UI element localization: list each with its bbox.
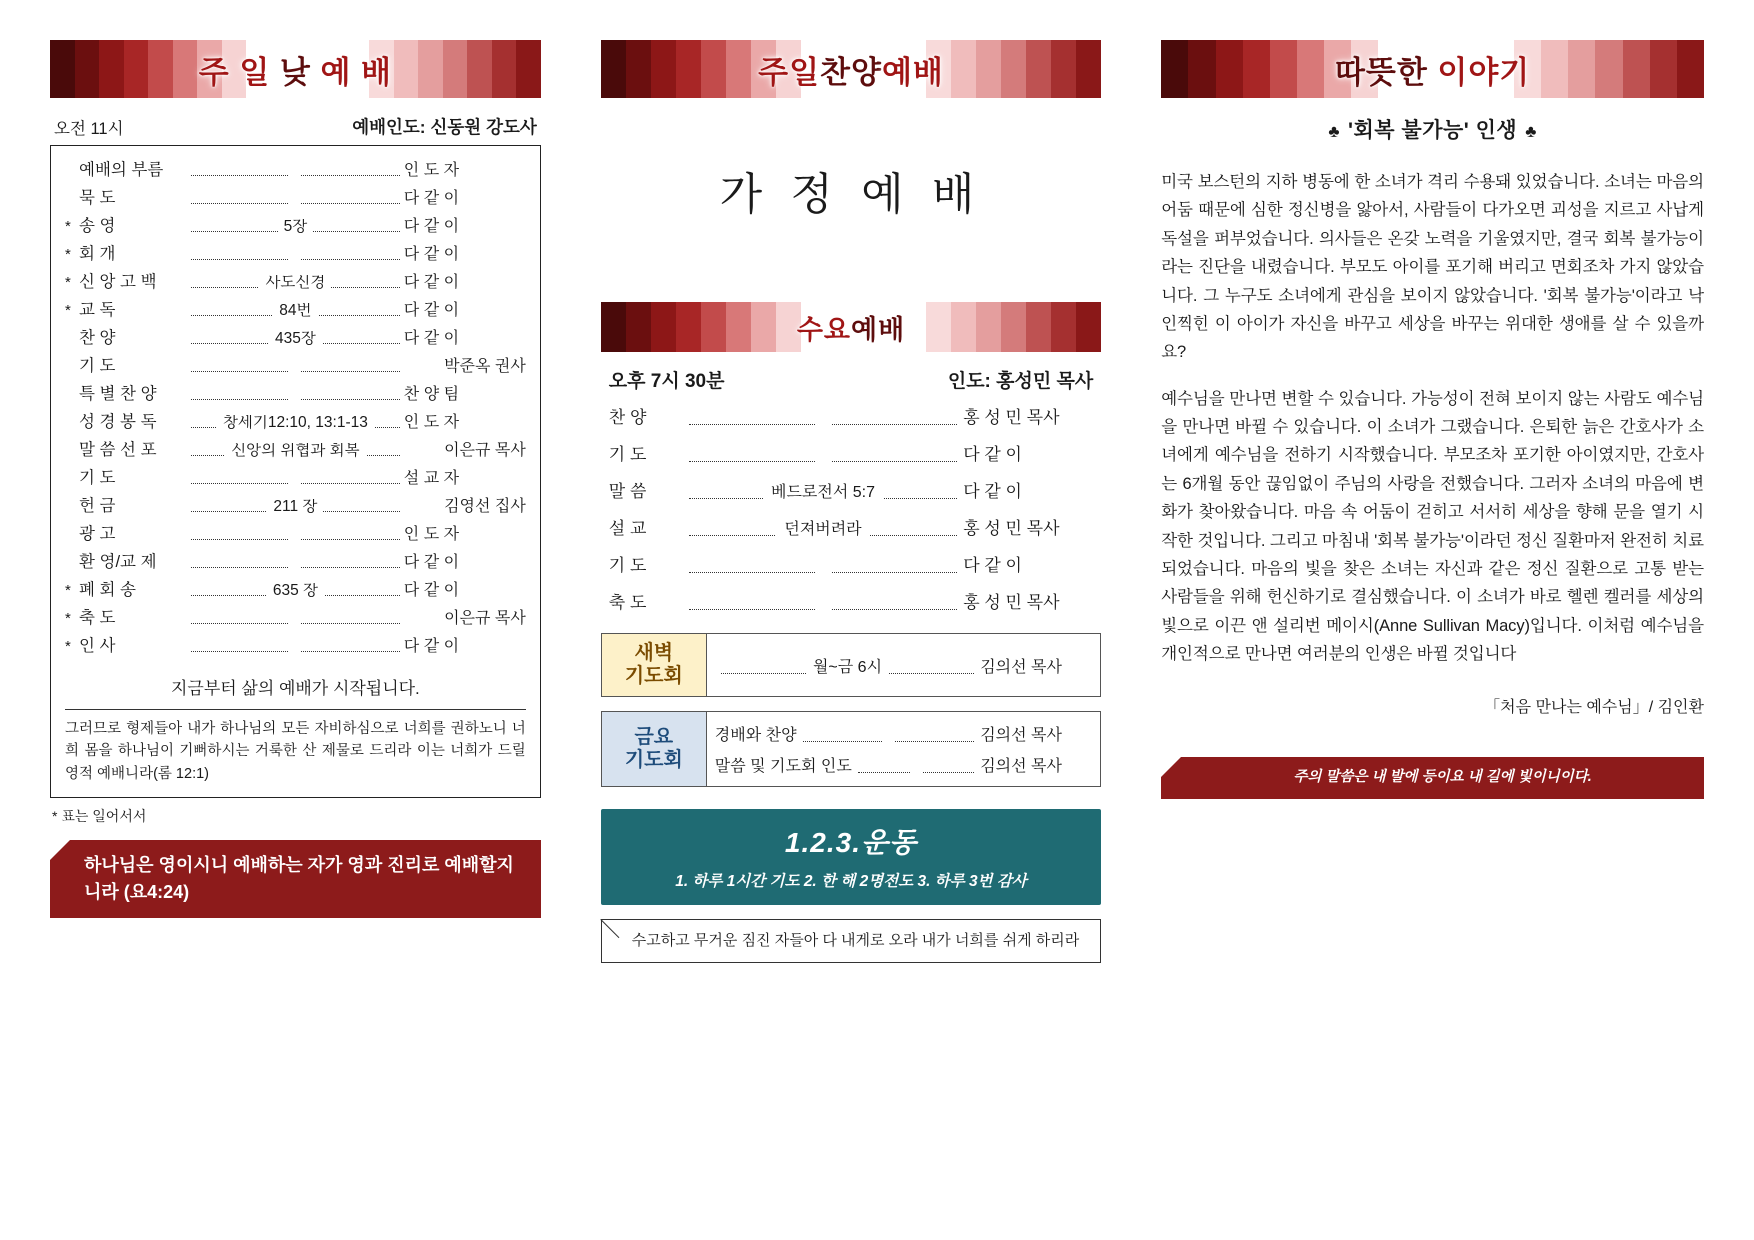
table-row [65,408,526,436]
story-paragraph: 미국 보스턴의 지하 병동에 한 소녀가 격리 수용돼 있었습니다. 소녀는 마음의 어둠 때문에 심한 정신병을 앓아서, 사람들이 다가오면 괴성을 지르고 사납게 독설을 퍼부었습니다. 의사들은 온갖 노력을 기울였지만, 결국 회복 불가능이라는 진단을 내렸습니다. 부모도 아이를 포기해 버리고 면회조차 가지 않았습니다. 그 누구도 소녀에게 관심을 보이지 않았습니다. '회복 불가능'이라고 낙인찍힌 이 아이가 자신을 바꾸고 세상을 바꾸는 위대한 생애를 살 수 있을까요? [1161,173,1704,362]
row-name: 예배의 부름 [79,160,164,179]
column-praise-and-wednesday [571,40,1131,1220]
banner-title-part2: 찬양 [820,54,882,90]
table-row [65,380,526,408]
row-person: 다 같 이 [403,273,460,291]
row-detail: 던져버려라 [689,516,957,539]
row-detail [803,727,975,745]
story-source: 「처음 만나는 예수님」/ 김인환 [1484,699,1704,717]
campaign-subtitle: 1. 하루 1시간 기도 2. 한 해 2명전도 3. 하루 3번 감사 [675,873,1027,890]
row-name: 성 경 봉 독 [79,412,157,431]
row-star: * [65,637,71,655]
footer-ribbon-verse [1161,757,1704,799]
row-detail [191,387,400,403]
row-detail [191,639,400,655]
row-person: 김의선 목사 [980,727,1062,744]
banner-title [1321,47,1544,92]
row-detail: 635 장 [191,583,400,599]
row-detail: 베드로전서 5:7 [689,479,957,502]
row-detail [689,410,957,428]
table-row [715,650,1092,681]
table-row [65,212,526,240]
row-star: * [65,273,71,291]
closing-line: 지금부터 삶의 예배가 시작됩니다. [170,679,420,698]
table-row [65,464,526,492]
friday-prayer-body [707,712,1100,786]
row-name: 회 개 [79,244,116,263]
row-detail [689,558,957,576]
verse-text: 그러므로 형제들아 내가 하나님의 모든 자비하심으로 너희를 권하노니 너희 몸을 하나님이 기뻐하시는 거룩한 산 제물로 드리라 이는 너희가 드릴 영적 예배니라(롬 12:1) [65,709,526,785]
row-person: 다 같 이 [963,482,1022,501]
table-row [65,576,526,604]
friday-tag-line1: 금요 [634,726,674,748]
row-detail [191,359,400,375]
row-person: 이은규 목사 [444,609,526,627]
row-detail: 월~금 6시 [721,654,974,677]
banner-wednesday-service [601,302,1101,352]
table-row [715,718,1092,749]
row-person: 다 같 이 [403,329,460,347]
row-person: 김의선 목사 [980,658,1062,676]
table-row [601,434,1101,471]
table-row [601,508,1101,545]
table-row [65,604,526,632]
row-star: * [65,609,71,627]
row-name: 말 씀 [608,482,647,501]
footer-verse-box [601,919,1101,963]
clover-icon-right: ♣ [1525,122,1537,141]
row-name: 말 씀 선 포 [79,440,157,459]
row-person: 다 같 이 [403,217,460,235]
banner-title-part3: 예배 [881,54,944,90]
table-row [65,324,526,352]
row-detail: 84번 [191,303,400,319]
service-leader: 예배인도: 신동원 강도사 [352,117,537,137]
table-row [65,436,526,464]
ribbon-text: 주의 말씀은 내 발에 등이요 내 길에 빛이니이다. [1293,769,1592,786]
table-row [65,352,526,380]
row-name: 송 영 [79,216,116,235]
row-name: 묵 도 [79,188,116,207]
row-name: 축 도 [608,593,647,612]
table-row [65,268,526,296]
table-row [65,632,526,660]
dawn-tag-line1: 새벽 [634,642,674,664]
row-person: 다 같 이 [403,301,460,319]
ribbon-fold-icon [50,840,70,860]
wednesday-meta [601,366,1101,397]
story-title-text: '회복 불가능' 인생 [1348,119,1518,142]
row-person: 다 같 이 [963,556,1022,575]
wednesday-leader: 인도: 홍성민 목사 [947,371,1094,392]
table-row [65,156,526,184]
row-detail: 신앙의 위협과 회복 [191,443,400,459]
row-name: 기 도 [608,556,647,575]
column-sunday-morning-service [30,40,571,1220]
row-detail: 창세기12:10, 13:1-13 [191,415,400,431]
row-detail: 435장 [191,331,400,347]
row-person: 설 교 자 [403,469,460,487]
banner-title-part3: 예 배 [310,54,392,90]
row-person: 인 도 자 [403,413,460,431]
row-detail [191,527,400,543]
row-detail: 211 장 [191,499,400,515]
banner-warm-story [1161,40,1704,98]
row-name: 폐 회 송 [79,580,136,599]
row-person: 홍 성 민 목사 [963,593,1060,612]
standing-footnote: * 표는 일어서서 [52,808,147,825]
banner-title [744,47,958,92]
friday-tag-line2: 기도회 [624,749,683,771]
table-row [65,240,526,268]
footer-verse-text: 수고하고 무거운 짐진 자들아 다 내게로 오라 내가 너희를 쉬게 하리라 [631,932,1080,949]
banner-title-part2: 낮 [279,54,311,90]
row-star: * [65,245,71,263]
dawn-prayer-body [707,634,1100,696]
table-row [65,520,526,548]
friday-prayer-meeting [601,711,1101,787]
column-warm-story [1131,40,1724,1220]
row-person: 홍 성 민 목사 [963,408,1060,427]
friday-prayer-tag [602,712,707,786]
order-of-service-table [50,145,541,798]
row-name: 인 사 [79,636,116,655]
banner-title-part1: 수요 [796,314,851,345]
row-detail [689,447,957,465]
campaign-box [601,809,1101,905]
row-person: 김의선 목사 [980,758,1062,775]
banner-title [783,308,919,347]
row-person: 홍 성 민 목사 [963,519,1060,538]
clover-icon-left: ♣ [1328,122,1341,141]
table-row [601,471,1101,508]
row-name: 환 영/교 제 [79,552,157,571]
dawn-prayer-tag [602,634,707,696]
banner-title-part1: 주일 [758,54,821,90]
row-name: 광 고 [79,524,116,543]
row-name: 축 도 [79,608,116,627]
row-name: 기 도 [608,445,647,464]
row-detail [191,163,400,179]
service-time: 오전 11시 [54,120,124,138]
row-label: 경배와 찬양 [714,727,797,744]
story-body [1161,168,1704,717]
dawn-tag-line2: 기도회 [624,665,683,687]
row-name: 특 별 찬 양 [79,384,157,403]
row-name: 기 도 [79,468,116,487]
wednesday-order-table [601,397,1101,619]
ribbon-text: 하나님은 영이시니 예배하는 자가 영과 진리로 예배할지니라 (요4:24) [84,855,514,903]
row-detail [858,758,974,776]
wednesday-time: 오후 7시 30분 [608,371,725,392]
table-row [601,582,1101,619]
row-star: * [65,301,71,319]
table-row [65,184,526,212]
row-detail [191,471,400,487]
story-paragraph: 예수님을 만나면 변할 수 있습니다. 가능성이 전혀 보이지 않는 사람도 예수님을 만나면 바뀔 수 있습니다. 이 소녀가 그랬습니다. 은퇴한 늙은 간호사가 소녀에게 예수님을 전하기 시작했습니다. 부모조차 포기한 아이였지만, 간호사는 6개월 동안 끊임없이 주님의 사랑을 전했습니다. 그러자 소녀의 마음에 변화가 찾아왔습니다. 마음 속 어둠이 걷히고 서서히 세상을 향해 문을 열기 시작한 것입니다. 그리고 마침내 '회복 불가능'이라던 정신 질환마저 완전히 치료되었습니다. 마음의 빛을 찾은 소녀는 자신과 같은 정신 질환으로 고통 받는 사람들을 위해 헌신하기로 결심했습니다. 이 소녀가 바로 헬렌 켈러를 세상의 빛으로 이끈 앤 설리번 메이시(Anne Sullivan Macy)입니다. 이처럼 예수님을 개인적으로 만나면 여러분의 인생은 바뀔 것입니다 [1161,389,1704,663]
ribbon-fold-icon [602,920,620,938]
row-name: 찬 양 [608,408,647,427]
home-worship-title: 가 정 예 배 [719,170,983,219]
row-name: 기 도 [79,356,116,375]
table-row [65,548,526,576]
table-row [601,545,1101,582]
banner-title-part2: 예배 [851,314,906,345]
banner-title-part1: 따뜻한 [1334,54,1428,90]
campaign-title: 1.2.3.운동 [784,827,918,858]
row-detail: 사도신경 [191,275,400,291]
table-row [715,749,1092,780]
banner-title-part1: 주 일 [198,54,280,90]
row-star: * [65,217,71,235]
row-person: 이은규 목사 [444,441,526,459]
row-person: 김영선 집사 [444,497,526,515]
row-name: 설 교 [608,519,647,538]
row-person: 다 같 이 [403,581,460,599]
row-person: 인 도 자 [403,525,460,543]
row-star: * [65,581,71,599]
banner-title-part2: 이야기 [1427,54,1531,90]
row-detail [191,191,400,207]
table-row [601,397,1101,434]
service-meta [50,114,541,139]
row-person: 다 같 이 [403,553,460,571]
row-label: 말씀 및 기도회 인도 [714,758,852,775]
row-person: 다 같 이 [963,445,1022,464]
row-person: 다 같 이 [403,637,460,655]
banner-title [185,47,406,92]
row-detail [191,555,400,571]
ribbon-fold-icon [1161,757,1181,777]
row-name: 신 앙 고 백 [79,272,157,291]
footer-ribbon-verse [50,840,541,918]
row-name: 헌 금 [79,496,116,515]
story-title [1161,114,1704,144]
row-person: 찬 양 팀 [403,385,460,403]
row-detail [191,247,400,263]
table-row [65,296,526,324]
row-person: 인 도 자 [403,161,460,179]
row-person: 다 같 이 [403,245,460,263]
row-detail [191,611,400,627]
row-name: 찬 양 [79,328,116,347]
row-detail [689,595,957,613]
row-person: 박준옥 권사 [444,357,526,375]
row-person: 다 같 이 [403,189,460,207]
table-row [65,492,526,520]
row-name: 교 독 [79,300,116,319]
banner-sunday-praise [601,40,1101,98]
banner-sunday-morning [50,40,541,98]
dawn-prayer-meeting [601,633,1101,697]
row-detail: 5장 [191,219,400,235]
